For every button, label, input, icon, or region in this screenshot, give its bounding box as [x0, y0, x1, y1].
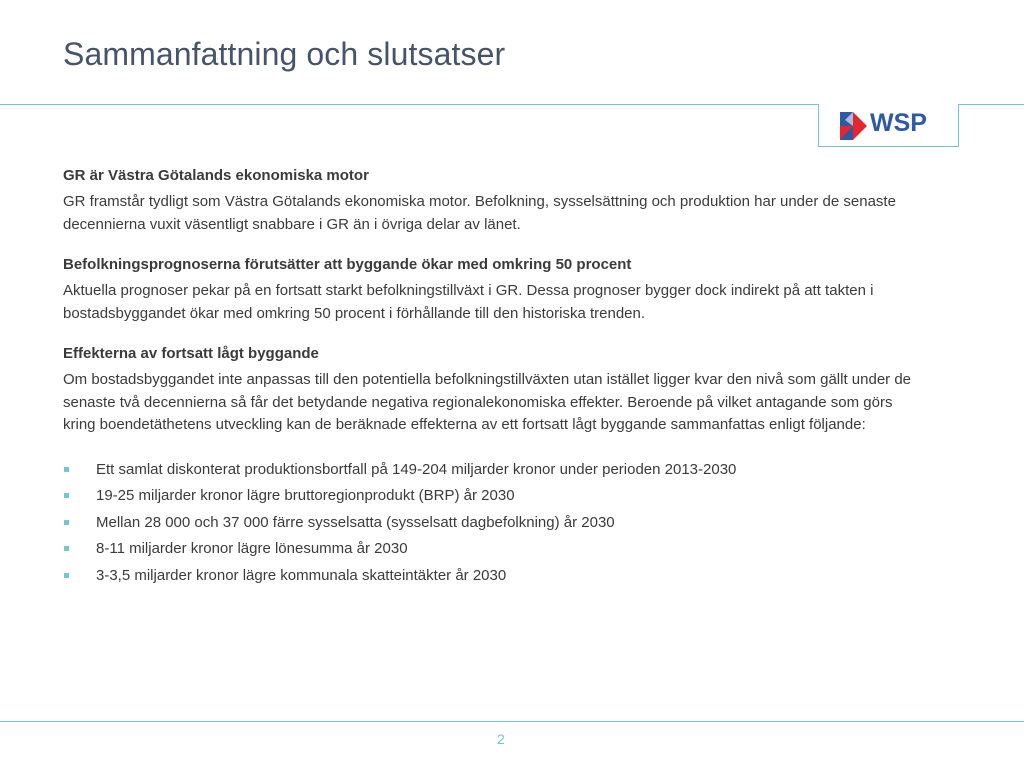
list-item-text: Mellan 28 000 och 37 000 färre sysselsatta (sysselsatt dagbefolkning) år 2030	[96, 513, 615, 531]
section-economic-motor	[63, 165, 913, 236]
list-item-text: 19-25 miljarder kronor lägre bruttoregionprodukt (BRP) år 2030	[96, 487, 515, 505]
section-low-construction-effects	[63, 343, 913, 437]
section-text: Aktuella prognoser pekar på en fortsatt starkt befolkningstillväxt i GR. Dessa prognoser bygger dock indirekt på att takten i bostadsbyggandet ökar med omkring 50 procent i förhållande till den historiska trenden.	[63, 282, 874, 322]
bottom-divider	[0, 721, 1024, 722]
list-item-text: Ett samlat diskonterat produktionsbortfall på 149-204 miljarder kronor under perioden 2013-2030	[96, 460, 737, 478]
wsp-logo-icon	[837, 106, 871, 142]
section-heading: GR är Västra Götalands ekonomiska motor	[63, 167, 369, 184]
square-bullet-icon	[64, 520, 69, 525]
square-bullet-icon	[64, 467, 69, 472]
list-item	[63, 512, 913, 534]
section-heading: Befolkningsprognoserna förutsätter att byggande ökar med omkring 50 procent	[63, 256, 632, 273]
list-item	[63, 459, 913, 481]
slide-title: Sammanfattning och slutsatser	[63, 36, 506, 72]
list-item	[63, 538, 913, 560]
logo-box	[818, 104, 959, 147]
list-item-text: 3-3,5 miljarder kronor lägre kommunala skatteintäkter år 2030	[96, 566, 507, 584]
logo-text: WSP	[870, 109, 927, 137]
list-item-text: 8-11 miljarder kronor lägre lönesumma år 2030	[96, 540, 408, 558]
square-bullet-icon	[64, 546, 69, 551]
effects-bullet-list	[63, 459, 913, 587]
slide-content	[63, 165, 913, 591]
section-text: GR framstår tydligt som Västra Götalands ekonomiska motor. Befolkning, sysselsättning och produktion har under de senaste decennierna vuxit väsentligt snabbare i GR än i övriga delar av länet.	[63, 193, 896, 233]
list-item	[63, 485, 913, 507]
square-bullet-icon	[64, 493, 69, 498]
section-heading: Effekterna av fortsatt lågt byggande	[63, 345, 319, 362]
section-text: Om bostadsbyggandet inte anpassas till den potentiella befolkningstillväxten utan istället ligger kvar den nivå som gällt under de senaste två decennierna så får det betydande negativa regionalekonomiska effekter. Beroende på vilket antagande som görs kring boendetäthetens utveckling kan de beräknade effekterna av ett fortsatt lågt byggande sammanfattas enligt följande:	[63, 371, 912, 433]
section-population-forecast	[63, 254, 913, 325]
page-number: 2	[497, 731, 505, 747]
list-item	[63, 565, 913, 587]
square-bullet-icon	[64, 573, 69, 578]
